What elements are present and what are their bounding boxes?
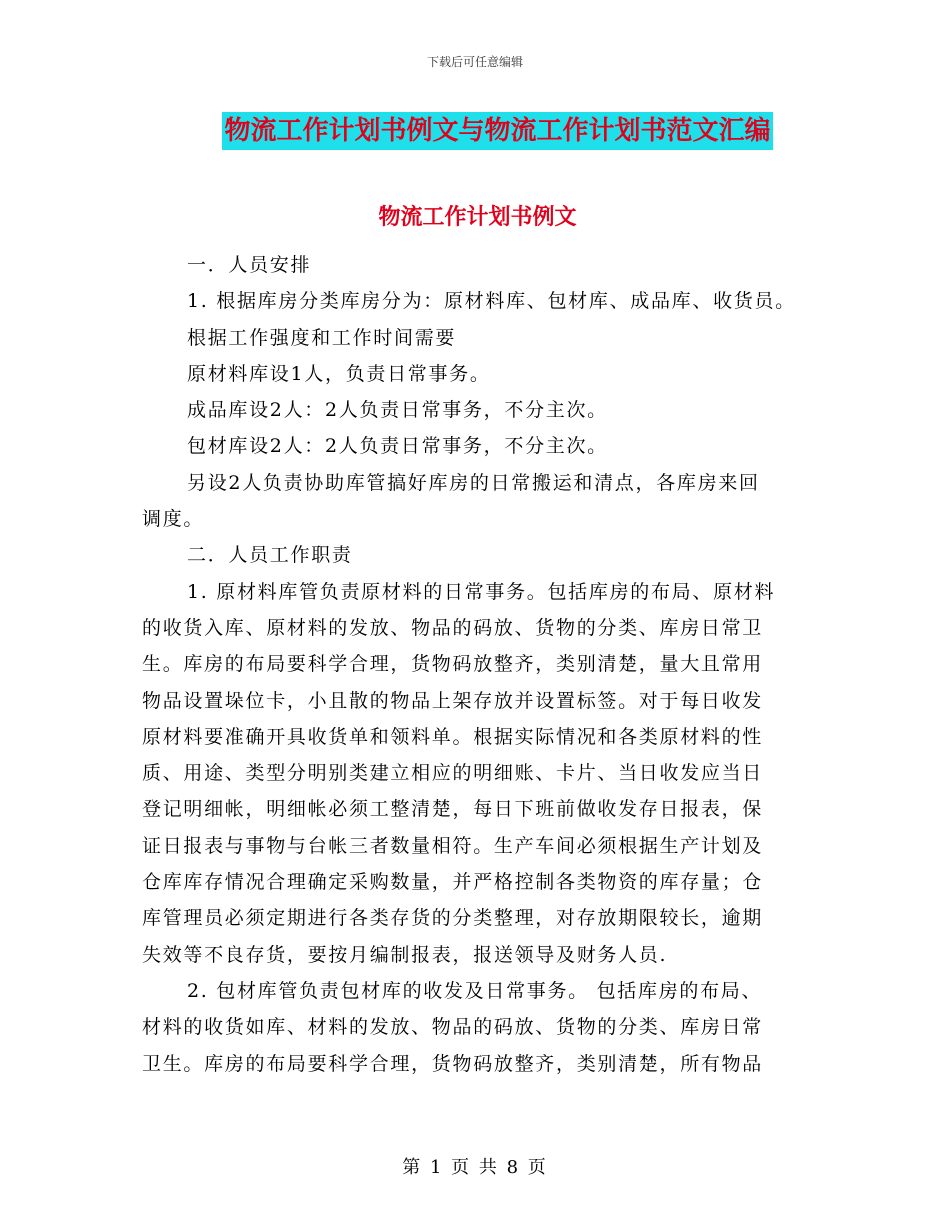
paragraph-line: 物品设置垛位卡，小且散的物品上架存放并设置标签。对于每日收发 bbox=[142, 689, 764, 712]
paragraph-line: 调度。 bbox=[142, 508, 205, 531]
paragraph-line: 另设2人负责协助库管搞好库房的日常搬运和清点，各库房来回 bbox=[187, 471, 760, 494]
section-heading-1: 一．人员安排 bbox=[187, 254, 312, 276]
document-body bbox=[142, 247, 828, 1082]
sub-title: 物流工作计划书例文 bbox=[378, 204, 577, 230]
paragraph-line: 成品库设2人：2人负责日常事务，不分主次。 bbox=[187, 399, 608, 422]
paragraph-line: 生。库房的布局要科学合理，货物码放整齐，类别清楚，量大且常用 bbox=[142, 653, 764, 676]
paragraph-line: 原材料要准确开具收货单和领料单。根据实际情况和各类原材料的性 bbox=[142, 725, 764, 748]
paragraph-line: 质、用途、类型分明别类建立相应的明细账、卡片、当日收发应当日 bbox=[142, 762, 764, 785]
paragraph-line: 1. 原材料库管负责原材料的日常事务。包括库房的布局、原材料 bbox=[187, 580, 776, 603]
paragraph-line: 根据工作强度和工作时间需要 bbox=[187, 326, 457, 349]
paragraph-line: 材料的收货如库、材料的发放、物品的码放、货物的分类、库房日常 bbox=[142, 1016, 764, 1039]
paragraph-line: 证日报表与事物与台帐三者数量相符。生产车间必须根据生产计划及 bbox=[142, 834, 764, 857]
header-note: 下载后可任意编辑 bbox=[426, 55, 523, 69]
paragraph-line: 2. 包材库管负责包材库的收发及日常事务。 包括库房的布局、 bbox=[187, 979, 763, 1002]
paragraph-line: 库管理员必须定期进行各类存货的分类整理，对存放期限较长，逾期 bbox=[142, 907, 764, 930]
paragraph-line: 的收货入库、原材料的发放、物品的码放、货物的分类、库房日常卫 bbox=[142, 616, 764, 639]
main-title: 物流工作计划书例文与物流工作计划书范文汇编 bbox=[222, 112, 772, 150]
page-number: 第 1 页 共 8 页 bbox=[402, 1157, 548, 1178]
paragraph-line: 失效等不良存货，要按月编制报表，报送领导及财务人员. bbox=[142, 943, 668, 966]
paragraph-line: 1. 根据库房分类库房分为：原材料库、包材库、成品库、收货员。 bbox=[187, 290, 796, 313]
paragraph-line: 登记明细帐，明细帐必须工整清楚，每日下班前做收发存日报表，保 bbox=[142, 798, 764, 821]
paragraph-line: 原材料库设1人，负责日常事务。 bbox=[187, 362, 491, 385]
section-heading-2: 二．人员工作职责 bbox=[187, 544, 353, 567]
paragraph-line: 仓库库存情况合理确定采购数量，并严格控制各类物资的库存量；仓 bbox=[142, 871, 764, 894]
paragraph-line: 卫生。库房的布局要科学合理，货物码放整齐，类别清楚，所有物品 bbox=[142, 1052, 764, 1075]
paragraph-line: 包材库设2人：2人负责日常事务，不分主次。 bbox=[187, 435, 608, 458]
main-title-wrap bbox=[0, 112, 950, 150]
